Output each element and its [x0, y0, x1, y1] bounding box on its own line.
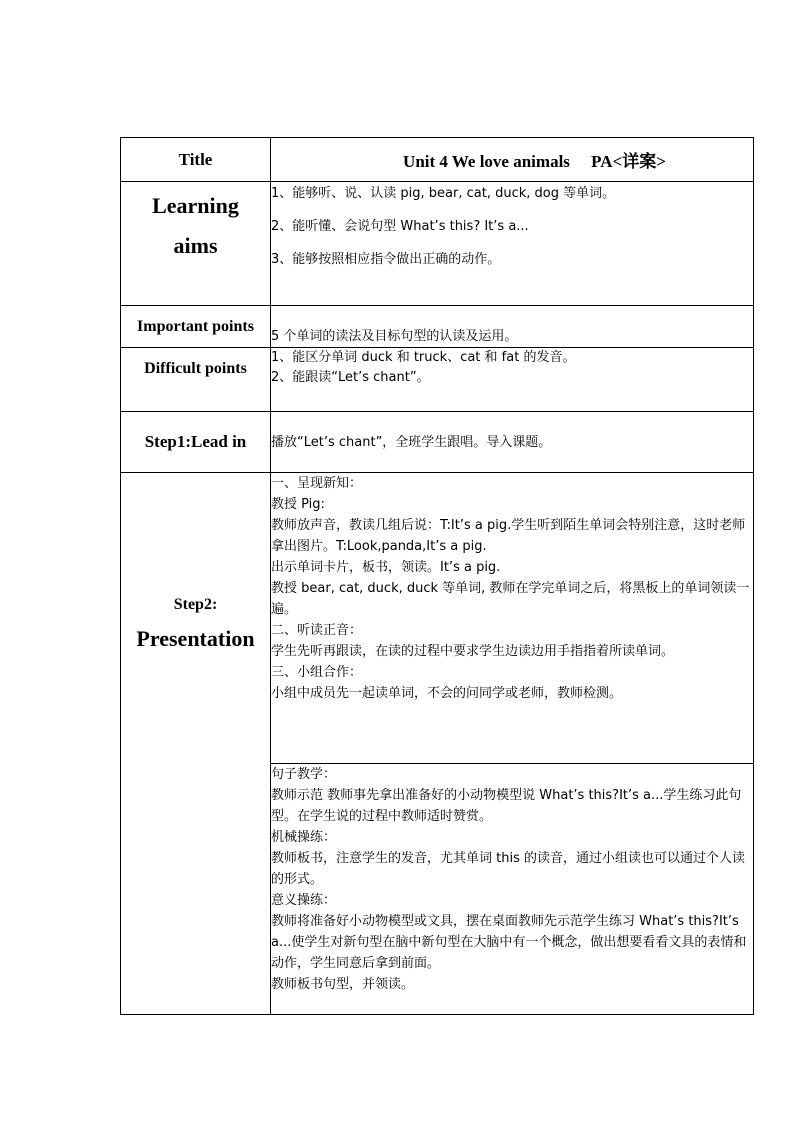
- step2-line: 教授 bear, cat, duck, duck 等单词, 教师在学完单词之后，将黑板上的单词领读一遍。: [271, 581, 750, 617]
- difficult-point-item: 2、能跟读“Let’s chant”。: [271, 370, 430, 385]
- title-label: Title: [121, 138, 271, 182]
- learning-aim-item: 2、能听懂、会说句型 What’s this? It’s a...: [271, 219, 529, 234]
- difficult-points-row: [121, 348, 754, 412]
- step2-line: 教师板书，注意学生的发音，尤其单词 this 的读音，通过小组读也可以通过个人读的形式。: [271, 851, 745, 887]
- learning-aim-item: 1、能够听、说、认读 pig, bear, cat, duck, dog 等单词。: [271, 186, 616, 201]
- step2-line: 一、呈现新知：: [271, 476, 363, 491]
- step2-row-presentation: [121, 473, 754, 764]
- learning-aims-label: [121, 182, 271, 306]
- learning-aims-content: [271, 182, 754, 306]
- step2-line: 出示单词卡片，板书，领读。It’s a pig.: [271, 560, 501, 575]
- learning-aims-label-line1: Learning: [152, 193, 239, 218]
- step2-line: 学生先听再跟读，在读的过程中要求学生边读边用手指指着所读单词。: [271, 644, 675, 659]
- step1-row: [121, 412, 754, 473]
- important-points-content: 5 个单词的读法及目标句型的认读及运用。: [271, 306, 754, 348]
- step2-label: [121, 473, 271, 1015]
- step2-line: 教师示范 教师事先拿出准备好的小动物模型说 What’s this?It’s a...学生练习此句型。在学生说的过程中教师适时赞赏。: [271, 788, 742, 824]
- step2-line: 教师板书句型，并领读。: [271, 977, 415, 992]
- difficult-points-content: [271, 348, 754, 412]
- step2-line: 二、听读正音：: [271, 623, 363, 638]
- step1-content: 播放“Let’s chant”，全班学生跟唱。导入课题。: [271, 412, 754, 473]
- step2-line: 教师将准备好小动物模型或文具，摆在桌面教师先示范学生练习 What’s this?It’s a...使学生对新句型在脑中新句型在大脑中有一个概念，做出想要看看文具的表情和动作，学生同意后拿到前面。: [271, 914, 747, 971]
- step2-label-line1: Step2:: [173, 595, 218, 613]
- step2-line: 三、小组合作：: [271, 665, 363, 680]
- learning-aims-row: [121, 182, 754, 306]
- difficult-points-label: Difficult points: [121, 348, 271, 412]
- difficult-point-item: 1、能区分单词 duck 和 truck、cat 和 fat 的发音。: [271, 350, 576, 365]
- step2-line: 意义操练：: [271, 893, 337, 908]
- important-points-label: Important points: [121, 306, 271, 348]
- step2-line: 小组中成员先一起读单词，不会的问同学或老师，教师检测。: [271, 686, 623, 701]
- title-row: [121, 138, 754, 182]
- step2-sentence-content: [271, 764, 754, 1015]
- step2-line: 句子教学：: [271, 767, 337, 782]
- step1-label: Step1:Lead in: [121, 412, 271, 473]
- learning-aim-item: 3、能够按照相应指令做出正确的动作。: [271, 252, 501, 267]
- lesson-plan-table: [120, 137, 754, 1015]
- step2-line: 机械操练：: [271, 830, 337, 845]
- step2-line: 教授 Pig:: [271, 497, 325, 512]
- title-value: Unit 4 We love animals PA<详案>: [271, 138, 754, 182]
- step2-line: 教师放声音，教读几组后说：T:It’s a pig.学生听到陌生单词会特别注意，这时老师拿出图片。T:Look,panda,It’s a pig.: [271, 518, 746, 554]
- learning-aims-label-line2: aims: [173, 233, 218, 258]
- step2-label-line2: Presentation: [136, 625, 255, 651]
- step2-presentation-content: [271, 473, 754, 764]
- important-points-row: [121, 306, 754, 348]
